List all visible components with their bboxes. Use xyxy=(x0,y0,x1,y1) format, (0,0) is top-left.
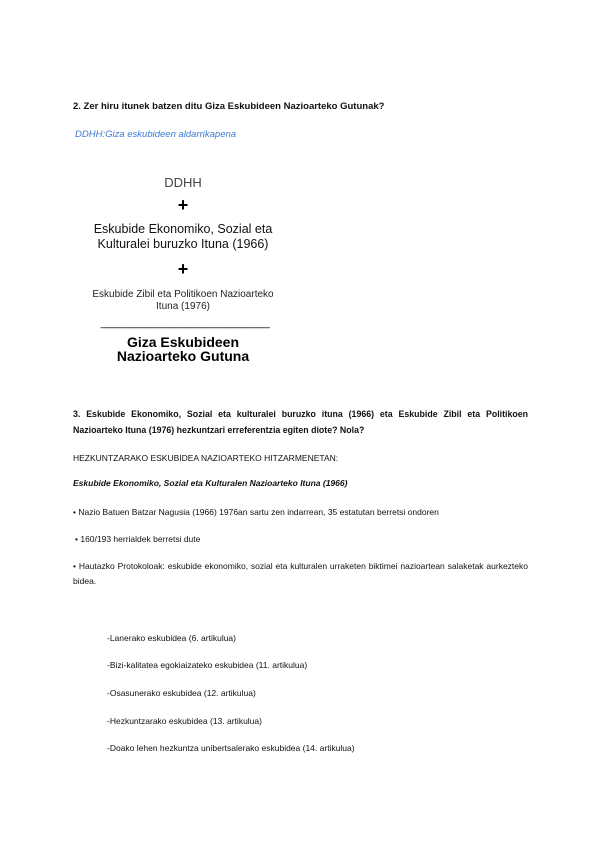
article-item: -Lanerako eskubidea (6. artikulua) xyxy=(107,633,236,643)
article-item: -Hezkuntzarako eskubidea (13. artikulua) xyxy=(107,716,262,726)
section-heading: HEZKUNTZARAKO ESKUBIDEA NAZIOARTEKO HITZARMENETAN: xyxy=(73,453,339,463)
diagram-plus-2: + xyxy=(177,259,189,279)
section-subheading: Eskubide Ekonomiko, Sozial eta Kulturalen Nazioarteko Ituna (1966) xyxy=(73,478,348,488)
diagram-econ-line-1: Eskubide Ekonomiko, Sozial eta xyxy=(93,222,273,236)
diagram-civil-line-2: Ituna (1976) xyxy=(156,301,210,312)
article-item: -Osasunerako eskubidea (12. artikulua) xyxy=(107,688,256,698)
diagram-econ-line-2: Kulturalei buruzko Ituna (1966) xyxy=(97,237,269,251)
diagram-ddhh: DDHH xyxy=(164,175,202,190)
bullet-2: • 160/193 herrialdek berretsi dute xyxy=(75,534,201,544)
diagram-civil-line-1: Eskubide Zibil eta Politikoen Nazioarteko xyxy=(92,289,274,300)
diagram-plus-1: + xyxy=(177,195,189,215)
bullet-1: • Nazio Batuen Batzar Nagusia (1966) 1976an sartu zen indarrean, 35 estatutan berretsi ondoren xyxy=(73,507,439,517)
ddhh-link[interactable]: DDHH:Giza eskubideen aldarrikapena xyxy=(75,129,237,140)
diagram-result-line-1: Giza Eskubideen xyxy=(126,334,240,350)
article-item: -Doako lehen hezkuntza unibertsalerako eskubidea (14. artikulua) xyxy=(107,743,355,753)
diagram-result-line-2: Nazioarteko Gutuna xyxy=(116,348,250,364)
bullet-3: • Hautazko Protokoloak: eskubide ekonomiko, sozial eta kulturalen urraketen biktimei nazioartean salaketak aurkezteko bidea. xyxy=(73,561,528,586)
article-item: -Bizi-kalitatea egokiaizateko eskubidea (11. artikulua) xyxy=(107,660,308,670)
diagram-sum-rule: ______________________________ xyxy=(100,317,270,329)
question-3: 3. Eskubide Ekonomiko, Sozial eta kulturalei buruzko ituna (1966) eta Eskubide Zibil eta Politikoen Nazioarteko Ituna (1976) hezkuntzari erreferentzia egiten diote? Nola? xyxy=(73,409,528,435)
question-2: 2. Zer hiru itunek batzen ditu Giza Eskubideen Nazioarteko Gutunak? xyxy=(73,101,385,112)
